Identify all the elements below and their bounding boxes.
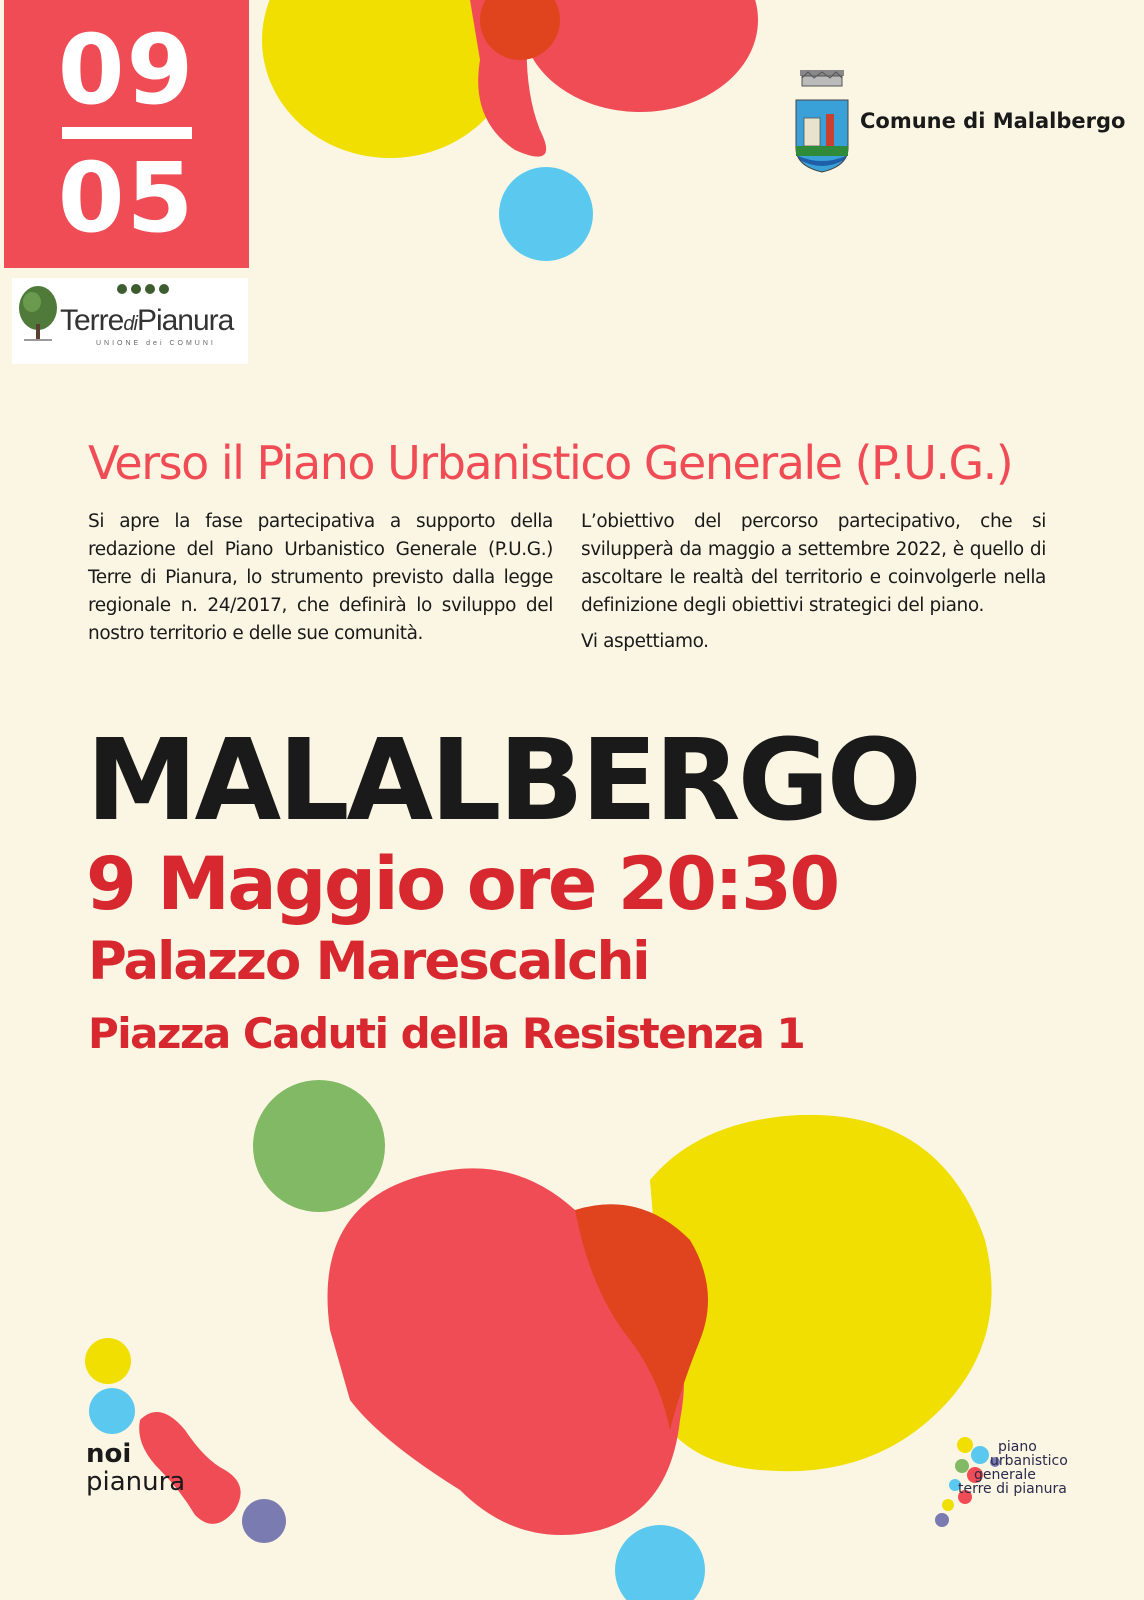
- headline: Verso il Piano Urbanistico Generale (P.U.G.): [88, 436, 1013, 490]
- date-month: 05: [57, 142, 196, 254]
- intro-right-text: L’obiettivo del percorso partecipativo, che si svilupperà da maggio a settembre 2022, è quello di ascoltare le realtà del territorio e coinvolgerle nella definizione degli obiettivi strategici del piano.: [581, 511, 1046, 616]
- intro-right-column: [581, 508, 1046, 656]
- noi-line2: pianura: [86, 1467, 186, 1497]
- terre-logo-subtitle: UNIONE dei COMUNI: [96, 340, 216, 347]
- date-divider: [62, 127, 192, 139]
- terre-word: Terre: [60, 304, 124, 337]
- noi-line1: noi: [86, 1439, 132, 1469]
- intro-columns: [88, 508, 1046, 656]
- bottom-blue-circle: [615, 1525, 705, 1600]
- pianura-word: Pianura: [136, 304, 234, 337]
- terre-di-pianura-logo: [12, 278, 248, 364]
- event-datetime: 9 Maggio ore 20:30: [86, 842, 838, 927]
- pug-line2: urbanistico: [990, 1453, 1068, 1469]
- towers-icon: [116, 282, 176, 296]
- comune-logo: [794, 68, 1125, 174]
- tree-icon: [16, 284, 60, 344]
- coat-of-arms-icon: [794, 68, 850, 174]
- intro-closing: Vi aspettiamo.: [581, 631, 709, 652]
- terre-logo-text: [60, 304, 233, 338]
- pug-dot-7: [942, 1499, 954, 1511]
- bottom-green-circle: [253, 1080, 385, 1212]
- event-venue: Palazzo Marescalchi: [88, 931, 649, 992]
- noi-purple-dot: [242, 1499, 286, 1543]
- pug-line1: piano: [998, 1439, 1037, 1455]
- date-badge: [4, 0, 249, 268]
- pug-line3: generale: [974, 1467, 1036, 1483]
- noi-yellow-dot: [85, 1338, 131, 1384]
- pug-dot-8: [935, 1513, 949, 1527]
- intro-left-column: [88, 508, 553, 656]
- event-address: Piazza Caduti della Resistenza 1: [88, 1009, 805, 1058]
- pug-logo: [958, 1440, 1068, 1496]
- intro-left-text: Si apre la fase partecipativa a supporto della redazione del Piano Urbanistico Generale (P.U.G.) Terre di Pianura, lo strumento previsto dalla legge regionale n. 24/2017, che definirà lo sviluppo del nostro territorio e delle sue comunità.: [88, 511, 553, 644]
- pug-line4: terre di pianura: [958, 1481, 1067, 1497]
- di-word: di: [123, 313, 137, 335]
- top-blue-circle: [499, 167, 593, 261]
- event-city: MALALBERGO: [86, 716, 919, 846]
- date-day: 09: [57, 14, 196, 126]
- noi-pianura-logo: [86, 1440, 185, 1496]
- noi-blue-dot: [89, 1388, 135, 1434]
- comune-name: Comune di Malalbergo: [860, 109, 1126, 133]
